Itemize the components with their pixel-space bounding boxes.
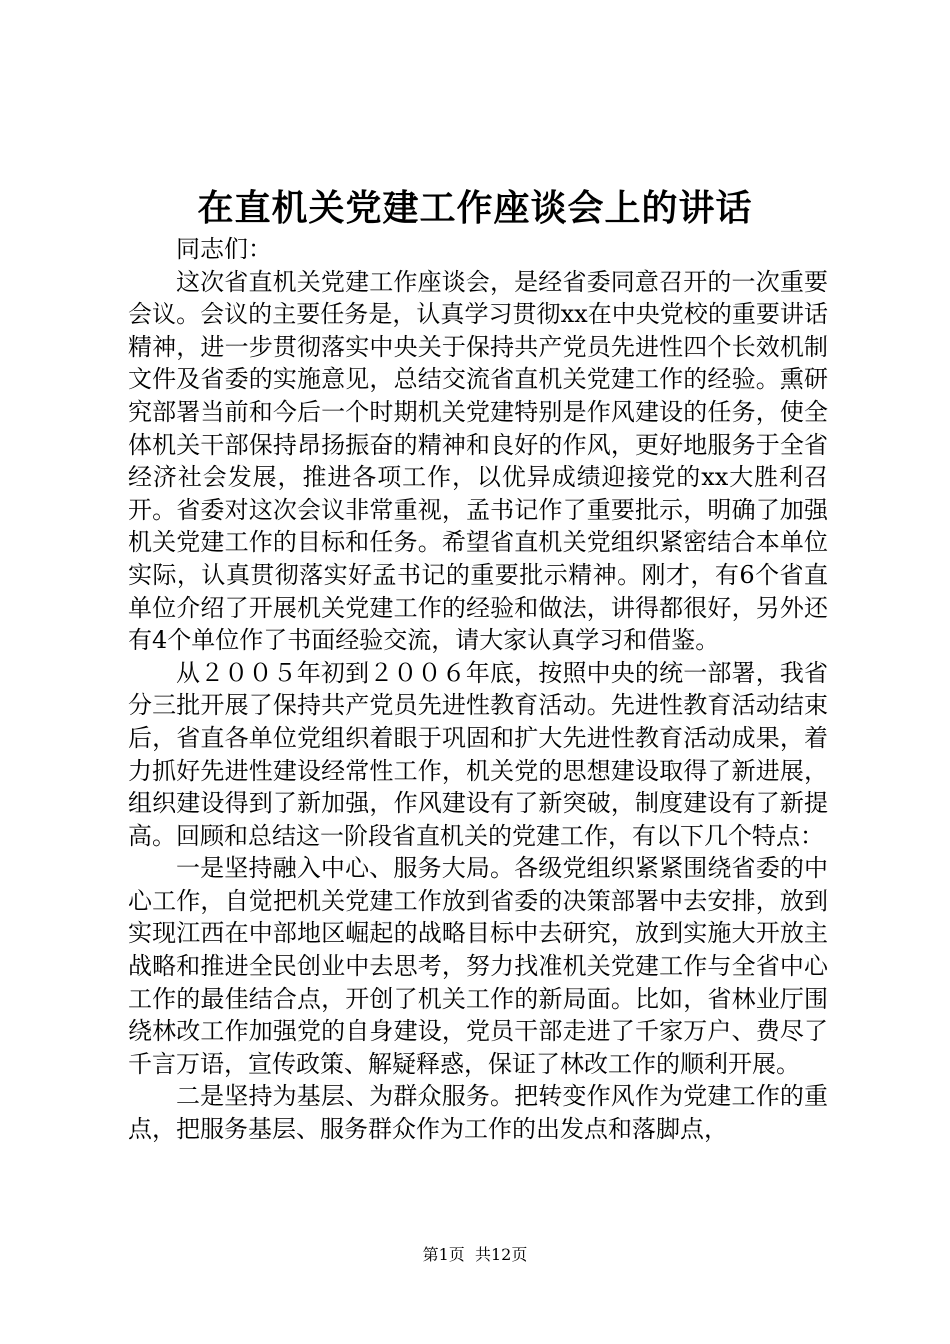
document-body xyxy=(128,233,828,1146)
salutation: 同志们： xyxy=(176,235,272,263)
paragraph: 从２００５年初到２００６年底，按照中央的统一部署，我省分三批开展了保持共产党员先进性教育活动。先进性教育活动结束后，省直各单位党组织着眼于巩固和扩大先进性教育活动成果，着力抓好先进性建设经常性工作，机关党的思想建设取得了新进展，组织建设得到了新加强，作风建设有了新突破，制度建设有了新提高。回顾和总结这一阶段省直机关的党建工作，有以下几个特点： xyxy=(128,658,828,850)
page-total: 共12页 xyxy=(474,1245,528,1264)
paragraph: 二是坚持为基层、为群众服务。把转变作风作为党建工作的重点，把服务基层、服务群众作为工作的出发点和落脚点， xyxy=(128,1082,828,1144)
paragraph: 这次省直机关党建工作座谈会，是经省委同意召开的一次重要会议。会议的主要任务是，认真学习贯彻xx在中央党校的重要讲话精神，进一步贯彻落实中央关于保持共产党员先进性四个长效机制文件及省委的实施意见，总结交流省直机关党建工作的经验。熏研究部署当前和今后一个时期机关党建特别是作风建设的任务，使全体机关干部保持昂扬振奋的精神和良好的作风，更好地服务于全省经济社会发展，推进各项工作，以优异成绩迎接党的xx大胜利召开。省委对这次会议非常重视，孟书记作了重要批示，明确了加强机关党建工作的目标和任务。希望省直机关党组织紧密结合本单位实际，认真贯彻落实好孟书记的重要批示精神。刚才，有6个省直单位介绍了开展机关党建工作的经验和做法，讲得都很好，另外还有4个单位作了书面经验交流，请大家认真学习和借鉴。 xyxy=(128,267,828,655)
document-title: 在直机关党建工作座谈会上的讲话 xyxy=(197,187,753,229)
paragraph: 一是坚持融入中心、服务大局。各级党组织紧紧围绕省委的中心工作，自觉把机关党建工作放到省委的决策部署中去安排，放到实现江西在中部地区崛起的战略目标中去研究，放到实施大开放主战略和推进全民创业中去思考，努力找准机关党建工作与全省中心工作的最佳结合点，开创了机关工作的新局面。比如，省林业厅围绕林改工作加强党的自身建设，党员干部走进了千家万户、费尽了千言万语，宣传政策、解疑释惑，保证了林改工作的顺利开展。 xyxy=(128,854,828,1078)
page-footer xyxy=(0,1243,950,1267)
page-number: 第1页 xyxy=(422,1245,465,1264)
